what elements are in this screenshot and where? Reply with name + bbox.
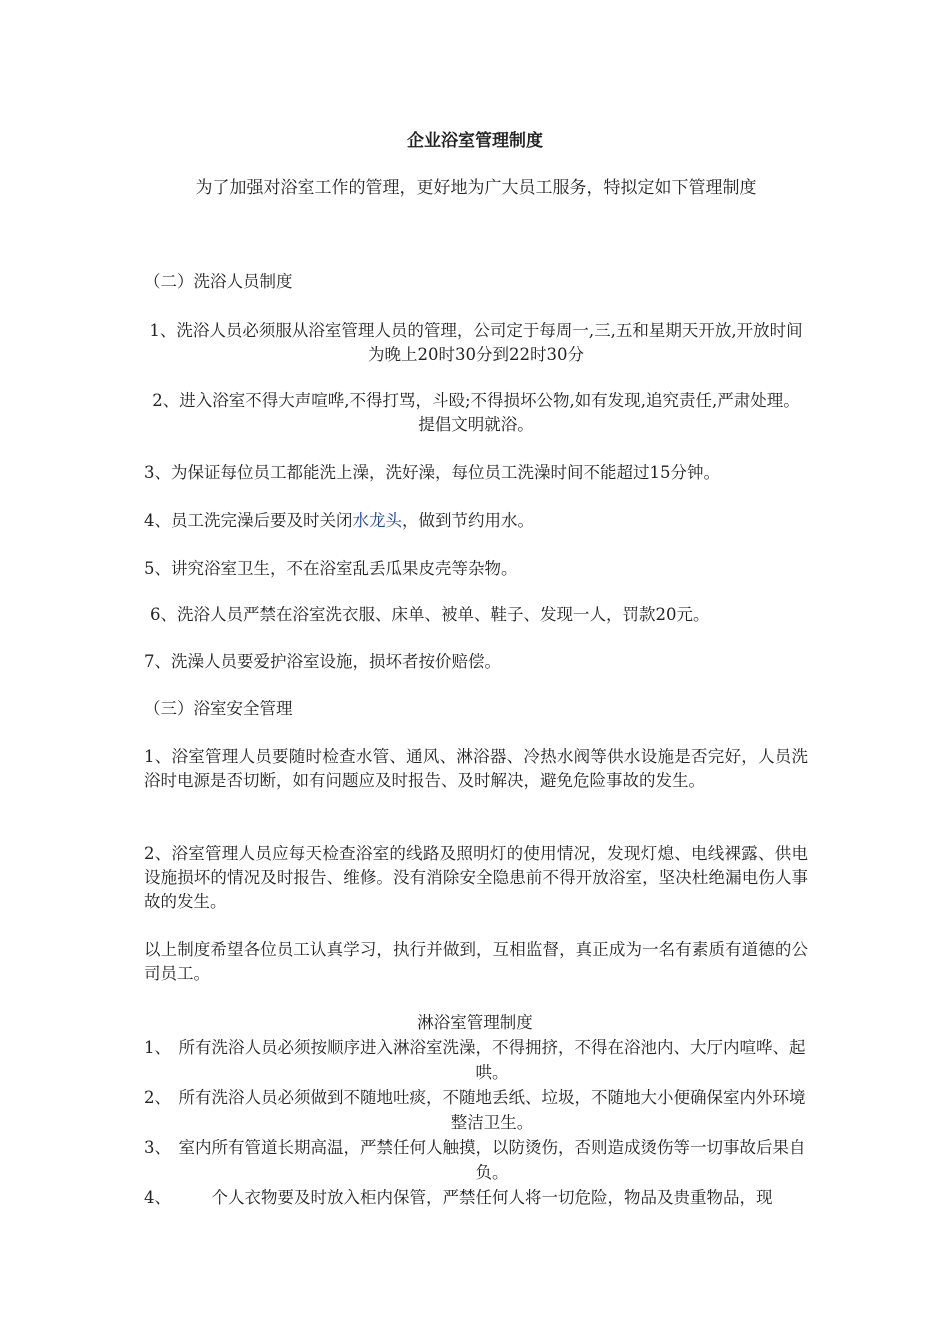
shower-rule-text: 所有洗浴人员必须做到不随地吐痰，不随地丢纸、垃圾，不随地大小便确保室内外环境整洁卫生。 xyxy=(178,1088,806,1132)
bather-rule-7: 7、洗澡人员要爱护浴室设施，损坏者按价赔偿。 xyxy=(144,652,501,671)
bather-rule-6: 6、洗浴人员严禁在浴室洗衣服、床单、被单、鞋子、发现一人，罚款20元。 xyxy=(150,605,710,624)
section-heading-bathers: （二）洗浴人员制度 xyxy=(144,272,293,291)
shower-rule-number: 2、 xyxy=(144,1088,171,1107)
safety-rule-2: 2、浴室管理人员应每天检查浴室的线路及照明灯的使用情况，发现灯熄、电线裸露、供电设施损坏的情况及时报告、维修。没有消除安全隐患前不得开放浴室，坚决杜绝漏电伤人事故的发生。 xyxy=(144,844,808,911)
bather-rule-2: 2、进入浴室不得大声喧哗,不得打骂，斗殴;不得损坏公物,如有发现,追究责任,严肃处理。提倡文明就浴。 xyxy=(152,391,800,434)
bather-rule-5: 5、讲究浴室卫生，不在浴室乱丢瓜果皮壳等杂物。 xyxy=(144,559,518,578)
bather-rule-3: 3、为保证每位员工都能洗上澡，洗好澡，每位员工洗澡时间不能超过15分钟。 xyxy=(144,463,720,482)
section-heading-safety: （三）浴室安全管理 xyxy=(144,699,293,718)
faucet-link[interactable]: 水龙头 xyxy=(352,511,402,530)
shower-rule-1 xyxy=(144,1035,808,1085)
intro-paragraph: 为了加强对浴室工作的管理，更好地为广大员工服务，特拟定如下管理制度 xyxy=(195,178,757,198)
shower-rule-4 xyxy=(144,1185,808,1210)
safety-rule-1: 1、浴室管理人员要随时检查水管、通风、淋浴器、冷热水阀等供水设施是否完好，人员洗浴时电源是否切断，如有问题应及时报告、及时解决，避免危险事故的发生。 xyxy=(144,747,808,790)
shower-rule-number: 1、 xyxy=(144,1038,171,1057)
bather-rule-4 xyxy=(144,509,808,533)
shower-rule-2 xyxy=(144,1085,808,1135)
closing-paragraph: 以上制度希望各位员工认真学习，执行并做到，互相监督，真正成为一名有素质有道德的公司员工。 xyxy=(144,940,808,983)
shower-rule-text: 室内所有管道长期高温，严禁任何人触摸，以防烫伤，否则造成烫伤等一切事故后果自负。 xyxy=(178,1138,806,1182)
shower-rule-number: 3、 xyxy=(144,1138,171,1157)
document-title: 企业浴室管理制度 xyxy=(407,131,543,151)
shower-rule-3 xyxy=(144,1135,808,1185)
bather-rule-4-text: 4、员工洗完澡后要及时关闭 xyxy=(144,511,353,530)
shower-room-title: 淋浴室管理制度 xyxy=(417,1013,533,1032)
shower-rule-text: 所有洗浴人员必须按顺序进入淋浴室洗澡，不得拥挤，不得在浴池内、大厅内喧哗、起哄。 xyxy=(178,1038,806,1082)
bather-rule-1: 1、洗浴人员必须服从浴室管理人员的管理，公司定于每周一,三,五和星期天开放,开放时间为晚上20时30分到22时30分 xyxy=(149,321,803,364)
shower-rule-number: 4、 xyxy=(144,1188,171,1207)
shower-rule-text: 个人衣物要及时放入柜内保管，严禁任何人将一切危险，物品及贵重物品，现 xyxy=(211,1188,773,1207)
bather-rule-4-tail: ，做到节约用水。 xyxy=(402,511,534,530)
